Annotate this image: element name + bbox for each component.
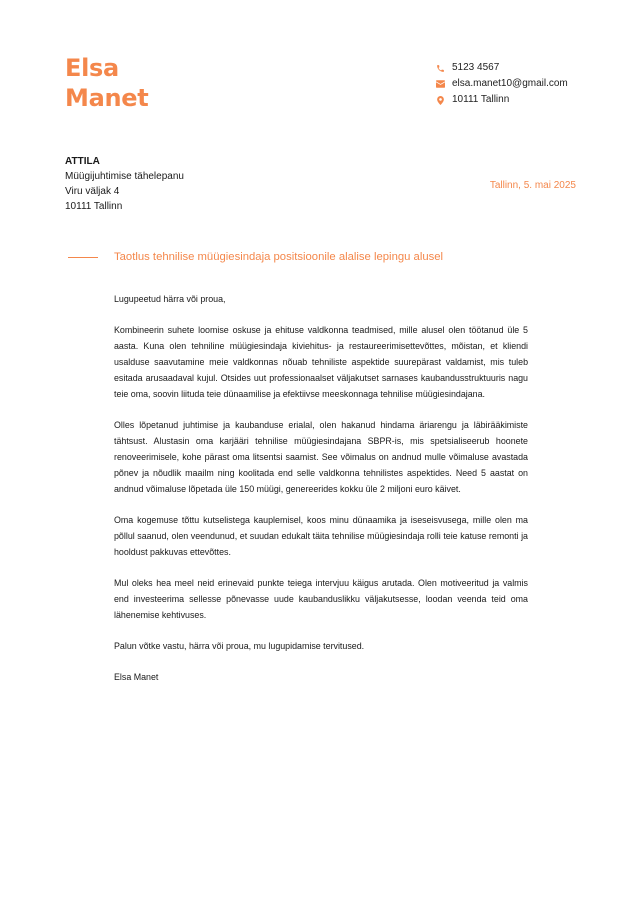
salutation: Lugupeetud härra või proua, <box>114 294 226 304</box>
last-name: Manet <box>65 84 149 112</box>
contact-address <box>434 92 568 108</box>
contact-phone <box>434 60 568 76</box>
first-name: Elsa <box>65 54 119 82</box>
body-paragraph: Olles lõpetanud juhtimise ja kaubanduse erialal, olen hakanud hindama äriarengu ja läbirääkimiste tähtsust. Alustasin oma karjääri tehnilise müügiesindajana SBPR-is, mis spetsialiseerub hoonete renoveerimisele, kohe pärast oma litsentsi saamist. See võimalus on andnud mulle võimaluse avastada põnev ja nõudlik maailm ning koolitada end selle valdkonna tehnilistes aspektides. Need 5 aastat on andnud võimaluse lõpetada üle 150 müügi, genereerides kokku üle 2 miljoni euro käivet. <box>114 420 528 494</box>
envelope-icon <box>434 79 446 89</box>
recipient-block <box>65 154 184 214</box>
recipient-attention: Müügijuhtimise tähelepanu <box>65 171 184 182</box>
body-paragraph: Kombineerin suhete loomise oskuse ja ehituse valdkonna teadmised, mille alusel olen töötanud üle 5 aasta. Kuna olen tehniline müügiesindaja kiviehitus- ja restaureerimisettevõttes, mõistan, et kliendi usalduse saavutamine meie valdkonnas nõuab tehniliste aspektide suurepärast valdamist, mis tuleb esitada arusaadaval kujul. Otsides uut professionaalset väljakutset sarnases kaubandusstruktuuris nagu teie oma, soovin liituda teie dünaamilise ja efektiivse meeskonnaga tehnilise müügiesindajana. <box>114 325 528 399</box>
letter-subject: Taotlus tehnilise müügiesindaja positsioonile alalise lepingu alusel <box>114 251 444 263</box>
phone-number[interactable]: 5123 4567 <box>452 62 500 73</box>
signature: Elsa Manet <box>114 672 159 682</box>
location-pin-icon <box>434 95 446 105</box>
subject-divider <box>68 257 98 258</box>
recipient-company: ATTILA <box>65 156 100 167</box>
letter-date: Tallinn, 5. mai 2025 <box>489 180 576 191</box>
body-paragraph: Oma kogemuse tõttu kutselistega kauplemisel, koos minu dünaamika ja iseseisvusega, mille olen ma põllul saanud, olen veendunud, et suudan edukalt täita tehnilise müügiesindaja rolli teie katuse remonti ja hooldust pakkuvas ettevõttes. <box>114 515 528 557</box>
applicant-name <box>65 53 148 113</box>
recipient-street: Viru väljak 4 <box>65 186 120 197</box>
closing: Palun võtke vastu, härra või proua, mu lugupidamise tervitused. <box>114 641 365 651</box>
recipient-city: 10111 Tallinn <box>65 201 123 212</box>
email-address[interactable]: elsa.manet10@gmail.com <box>452 78 568 89</box>
phone-icon <box>434 63 446 73</box>
contact-email <box>434 76 568 92</box>
body-paragraph: Mul oleks hea meel neid erinevaid punkte teiega intervjuu käigus arutada. Olen motiveeritud ja valmis end investeerima sellesse põnevasse uude kaubanduslikku väljakutsesse, loodan veenda teid oma lähenemise kehtivuses. <box>114 578 528 620</box>
contact-block <box>434 60 568 108</box>
address-text: 10111 Tallinn <box>452 94 510 105</box>
letter-body <box>114 291 528 700</box>
